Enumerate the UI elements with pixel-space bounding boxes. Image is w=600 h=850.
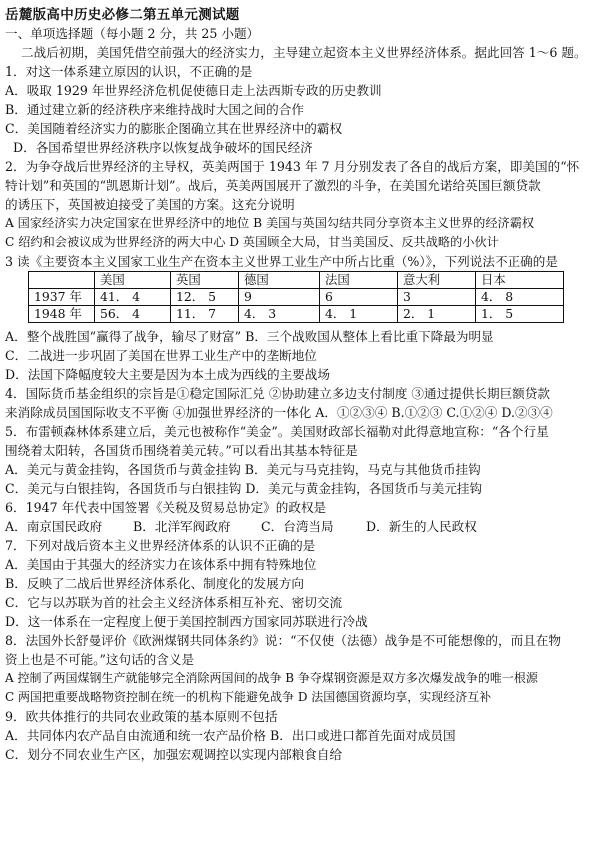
q6-stem: 6．1947 年代表中国签署《关税及贸易总协定》的政权是 — [5, 500, 327, 515]
q3-option-d: D．法国下降幅度较大主要是因为本土成为西线的主要战场 — [5, 367, 330, 382]
intro-paragraph: 二战后初期，美国凭借空前强大的经济实力，主导建立起资本主义世界经济体系。据此回答 1～6 题。 — [21, 45, 587, 60]
q6-option-c: C．台湾当局 — [261, 519, 334, 534]
table-cell: 41． 4 — [95, 289, 171, 306]
q1-option-c: C．美国随着经济实力的膨胀企图确立其在世界经济中的霸权 — [5, 121, 343, 136]
table-header-cell: 法国 — [320, 272, 398, 289]
table-row — [29, 289, 564, 306]
table-header-cell: 英国 — [171, 272, 239, 289]
q3-options-ab: A．整个战胜国“赢得了战争，输尽了财富” B．三个战败国从整体上看比重下降最为明显 — [5, 329, 494, 344]
table-cell: 11． 7 — [171, 306, 239, 323]
q6-option-d: D．新生的人民政权 — [366, 519, 477, 534]
q7-option-b: B．反映了二战后世界经济体系化、制度化的发展方向 — [5, 576, 304, 591]
q5-line-2: 围绕着太阳转，各国货币围绕着美元转。”可以看出其基本特征是 — [5, 443, 358, 458]
q4-line-1: 4．国际货币基金组织的宗旨是①稳定国际汇兑 ②协助建立多边支付制度 ③通过提供长期巨额贷款 — [5, 386, 550, 401]
q7-option-c: C．它与以苏联为首的社会主义经济体系相互补充、密切交流 — [5, 595, 343, 610]
table-cell: 12． 5 — [171, 289, 239, 306]
q8-options-ab: A 控制了两国煤钢生产就能够完全消除两国间的战争 B 争夺煤钢资源是双方多次爆发战争的唯一根源 — [5, 671, 538, 685]
table-cell: 2． 1 — [398, 306, 476, 323]
q1-option-b: B．通过建立新的经济秩序来维持战时大国之间的合作 — [5, 102, 304, 117]
q7-stem: 7．下列对战后资本主义世界经济体系的认识不正确的是 — [5, 538, 316, 553]
table-cell: 1948 年 — [29, 306, 95, 323]
table-header-cell: 意大利 — [398, 272, 476, 289]
table-cell: 9 — [239, 289, 320, 306]
table-cell: 1937 年 — [29, 289, 95, 306]
q6-option-a: A．南京国民政府 — [5, 519, 103, 534]
table-header-cell: 美国 — [95, 272, 171, 289]
table-cell: 1． 5 — [476, 306, 564, 323]
q9-options-ab: A．共同体内农产品自由流通和统一农产品价格 B．出口或进口都首先面对成员国 — [5, 728, 456, 743]
table-cell: 4． 8 — [476, 289, 564, 306]
q5-options-cd: C．美元与白银挂钩，各国货币与白银挂钩 D．美元与黄金挂钩，各国货币与美元挂钩 — [5, 481, 483, 496]
table-cell: 4． 1 — [320, 306, 398, 323]
table-row — [29, 306, 564, 323]
q1-option-a: A．吸取 1929 年世界经济危机促使德日走上法西斯专政的历史教训 — [5, 83, 382, 98]
q2-options-cd: C 绍约和会被议成为世界经济的两大中心 D 英国顾全大局，甘当美国反、反共战略的小伙计 — [5, 235, 499, 249]
q5-line-1: 5．布雷顿森林体系建立后，美元也被称作“美金”。美国财政部长福勒对此得意地宣称：“各个行星 — [5, 424, 549, 439]
q1-option-d: D．各国希望世界经济秩序以恢复战争破坏的国民经济 — [13, 140, 313, 155]
q8-options-cd: C 两国把重要战略物资控制在统一的机构下能避免战争 D 法国德国资源均享，实现经济互补 — [5, 690, 492, 704]
q5-options-ab: A．美元与黄金挂钩，各国货币与黄金挂钩 B．美元与马克挂钩，马克与其他货币挂钩 — [5, 462, 481, 477]
table-cell: 6 — [320, 289, 398, 306]
table-header-row — [29, 272, 564, 289]
table-header-cell — [29, 272, 95, 289]
q9-stem: 9．欧共体推行的共同农业政策的基本原则不包括 — [5, 709, 278, 724]
table-cell: 4． 3 — [239, 306, 320, 323]
q4-line-2: 来消除成员国国际收支不平衡 ④加强世界经济的一体化 A．①②③④ B.①②③ C.①②④ D.②③④ — [5, 405, 553, 420]
q3-data-table — [28, 271, 564, 323]
q8-line-1: 8．法国外长舒曼评价《欧洲煤钢共同体条约》说：“不仅使（法德）战争是不可能想像的，而且在物 — [5, 633, 561, 648]
q2-line-1: 2．为争夺战后世界经济的主导权，英美两国于 1943 年 7 月分别发表了各自的战后方案，即美国的“怀 — [5, 159, 580, 174]
q2-line-2: 特计划”和英国的“凯恩斯计划”。战后，英美两国展开了激烈的斗争，在美国允诺给英国巨额贷款 — [5, 178, 541, 193]
table-header-cell: 日本 — [476, 272, 564, 289]
q2-line-3: 的诱压下，英国被迫接受了美国的方案。这充分说明 — [5, 197, 295, 212]
q9-option-c: C．划分不同农业生产区，加强宏观调控以实现内部粮食自给 — [5, 747, 343, 762]
q3-option-c: C．二战进一步巩固了美国在世界工业生产中的垄断地位 — [5, 348, 317, 363]
q7-option-a: A．美国由于其强大的经济实力在该体系中拥有特殊地位 — [5, 557, 317, 572]
q1-stem: 1．对这一体系建立原因的认识，不正确的是 — [5, 64, 253, 79]
q6-option-b: B．北洋军阀政府 — [133, 519, 231, 534]
table-cell: 56． 4 — [95, 306, 171, 323]
q3-stem: 3 读《主要资本主义国家工业生产在资本主义世界工业生产中所占比重（%）》，下列说法不正确的是 — [5, 254, 558, 269]
q6-options — [5, 517, 594, 536]
q2-options-ab: A 国家经济实力决定国家在世界经济中的地位 B 美国与英国勾结共同分享资本主义世界的经济霸权 — [5, 216, 535, 230]
table-cell: 3 — [398, 289, 476, 306]
table-header-cell: 德国 — [239, 272, 320, 289]
q8-line-2: 资上也是不可能。”这句话的含义是 — [5, 652, 195, 667]
q7-option-d: D．这一体系在一定程度上便于美国控制西方国家同苏联进行冷战 — [5, 614, 368, 629]
section-heading: 一、单项选择题（每小题 2 分，共 25 小题） — [5, 26, 260, 41]
page-title: 岳麓版高中历史必修二第五单元测试题 — [5, 7, 240, 23]
